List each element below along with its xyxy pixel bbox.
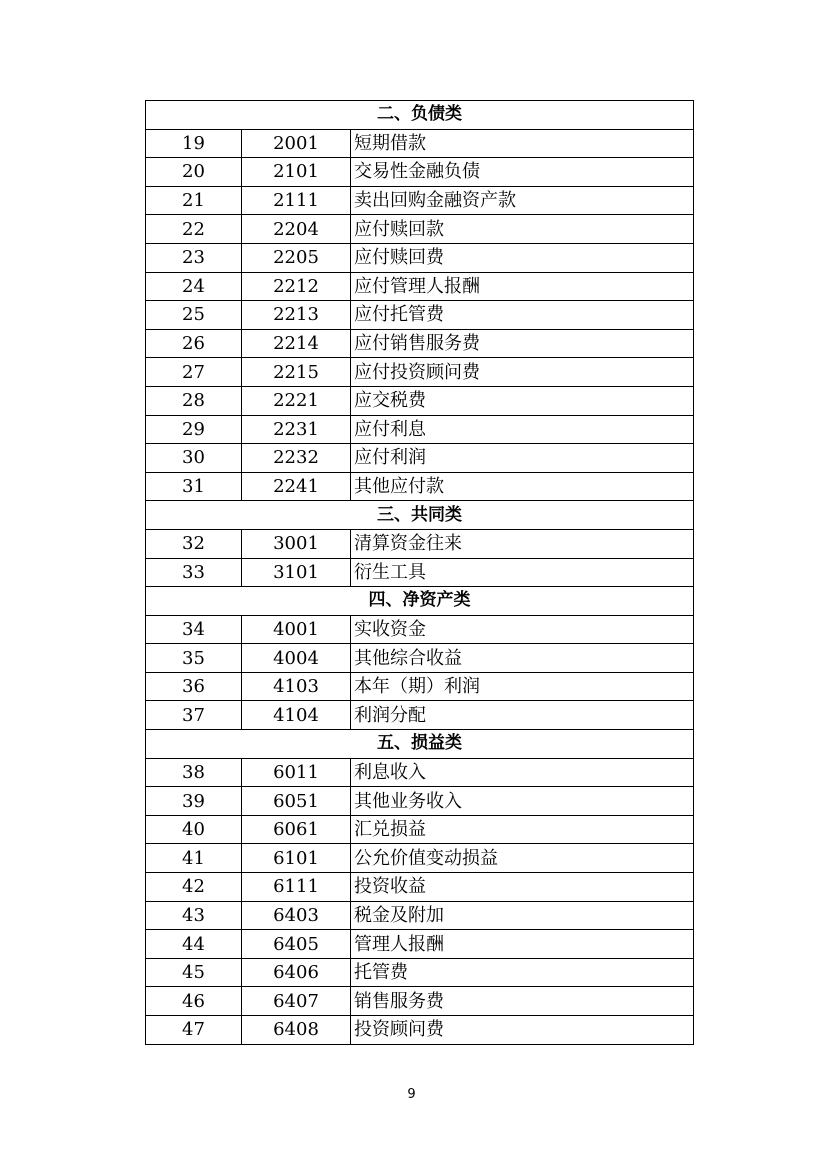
account-name-cell: 清算资金往来 [351, 529, 694, 558]
account-table [145, 100, 694, 1045]
row-number-cell: 23 [146, 243, 242, 272]
account-code-cell: 6051 [242, 787, 351, 816]
row-number-cell: 40 [146, 815, 242, 844]
table-row [146, 758, 694, 787]
account-code-cell: 6111 [242, 873, 351, 902]
account-name-cell: 利润分配 [351, 701, 694, 730]
account-name-cell: 应付托管费 [351, 301, 694, 330]
account-code-cell: 6408 [242, 1016, 351, 1045]
row-number-cell: 46 [146, 987, 242, 1016]
table-row [146, 672, 694, 701]
account-code-cell: 4001 [242, 615, 351, 644]
account-code-cell: 6061 [242, 815, 351, 844]
table-row [146, 644, 694, 673]
account-code-cell: 4103 [242, 672, 351, 701]
table-row [146, 529, 694, 558]
account-name-cell: 本年（期）利润 [351, 672, 694, 701]
table-row [146, 787, 694, 816]
table-row [146, 873, 694, 902]
account-code-cell: 6101 [242, 844, 351, 873]
account-name-cell: 交易性金融负债 [351, 158, 694, 187]
section-header-row [146, 101, 694, 130]
table-row [146, 129, 694, 158]
account-code-cell: 2221 [242, 386, 351, 415]
account-table-body [146, 101, 694, 1045]
account-name-cell: 应付投资顾问费 [351, 358, 694, 387]
account-name-cell: 应付赎回费 [351, 243, 694, 272]
row-number-cell: 47 [146, 1016, 242, 1045]
row-number-cell: 25 [146, 301, 242, 330]
table-row [146, 558, 694, 587]
table-row [146, 472, 694, 501]
account-code-cell: 4104 [242, 701, 351, 730]
account-code-cell: 2205 [242, 243, 351, 272]
row-number-cell: 33 [146, 558, 242, 587]
table-row [146, 186, 694, 215]
section-title: 二、负债类 [146, 101, 694, 130]
table-row [146, 215, 694, 244]
account-code-cell: 6405 [242, 930, 351, 959]
account-name-cell: 汇兑损益 [351, 815, 694, 844]
account-name-cell: 应付管理人报酬 [351, 272, 694, 301]
table-row [146, 987, 694, 1016]
row-number-cell: 32 [146, 529, 242, 558]
account-name-cell: 应付销售服务费 [351, 329, 694, 358]
account-code-cell: 6406 [242, 958, 351, 987]
account-code-cell: 2231 [242, 415, 351, 444]
table-row [146, 958, 694, 987]
account-name-cell: 其他综合收益 [351, 644, 694, 673]
account-name-cell: 实收资金 [351, 615, 694, 644]
table-row [146, 358, 694, 387]
account-code-cell: 2241 [242, 472, 351, 501]
account-name-cell: 销售服务费 [351, 987, 694, 1016]
account-name-cell: 应付赎回款 [351, 215, 694, 244]
account-name-cell: 托管费 [351, 958, 694, 987]
row-number-cell: 27 [146, 358, 242, 387]
section-header-row [146, 730, 694, 759]
row-number-cell: 20 [146, 158, 242, 187]
row-number-cell: 34 [146, 615, 242, 644]
account-code-cell: 6011 [242, 758, 351, 787]
row-number-cell: 28 [146, 386, 242, 415]
account-code-cell: 6403 [242, 901, 351, 930]
account-name-cell: 应付利息 [351, 415, 694, 444]
account-code-cell: 2214 [242, 329, 351, 358]
row-number-cell: 22 [146, 215, 242, 244]
row-number-cell: 44 [146, 930, 242, 959]
row-number-cell: 35 [146, 644, 242, 673]
row-number-cell: 39 [146, 787, 242, 816]
account-code-cell: 2204 [242, 215, 351, 244]
table-row [146, 844, 694, 873]
section-title: 三、共同类 [146, 501, 694, 530]
account-name-cell: 利息收入 [351, 758, 694, 787]
table-row [146, 386, 694, 415]
row-number-cell: 26 [146, 329, 242, 358]
account-name-cell: 衍生工具 [351, 558, 694, 587]
row-number-cell: 45 [146, 958, 242, 987]
row-number-cell: 19 [146, 129, 242, 158]
account-code-cell: 6407 [242, 987, 351, 1016]
account-name-cell: 其他应付款 [351, 472, 694, 501]
table-row [146, 415, 694, 444]
account-code-cell: 2001 [242, 129, 351, 158]
account-name-cell: 投资收益 [351, 873, 694, 902]
account-code-cell: 2101 [242, 158, 351, 187]
account-code-cell: 2215 [242, 358, 351, 387]
row-number-cell: 24 [146, 272, 242, 301]
account-code-cell: 2232 [242, 444, 351, 473]
row-number-cell: 30 [146, 444, 242, 473]
table-row [146, 329, 694, 358]
account-name-cell: 管理人报酬 [351, 930, 694, 959]
row-number-cell: 29 [146, 415, 242, 444]
table-row [146, 815, 694, 844]
table-row [146, 615, 694, 644]
page-number: 9 [407, 1087, 416, 1102]
account-code-cell: 2111 [242, 186, 351, 215]
table-row [146, 1016, 694, 1045]
account-code-cell: 3101 [242, 558, 351, 587]
table-row [146, 158, 694, 187]
row-number-cell: 31 [146, 472, 242, 501]
table-row [146, 901, 694, 930]
table-row [146, 272, 694, 301]
account-name-cell: 税金及附加 [351, 901, 694, 930]
row-number-cell: 42 [146, 873, 242, 902]
section-header-row [146, 587, 694, 616]
table-row [146, 444, 694, 473]
table-row [146, 930, 694, 959]
row-number-cell: 37 [146, 701, 242, 730]
account-name-cell: 投资顾问费 [351, 1016, 694, 1045]
account-code-cell: 2212 [242, 272, 351, 301]
account-name-cell: 公允价值变动损益 [351, 844, 694, 873]
section-title: 五、损益类 [146, 730, 694, 759]
account-name-cell: 应付利润 [351, 444, 694, 473]
account-name-cell: 应交税费 [351, 386, 694, 415]
table-row [146, 243, 694, 272]
row-number-cell: 38 [146, 758, 242, 787]
table-row [146, 701, 694, 730]
row-number-cell: 21 [146, 186, 242, 215]
section-title: 四、净资产类 [146, 587, 694, 616]
row-number-cell: 43 [146, 901, 242, 930]
row-number-cell: 41 [146, 844, 242, 873]
account-name-cell: 卖出回购金融资产款 [351, 186, 694, 215]
row-number-cell: 36 [146, 672, 242, 701]
account-name-cell: 短期借款 [351, 129, 694, 158]
account-name-cell: 其他业务收入 [351, 787, 694, 816]
table-row [146, 301, 694, 330]
account-code-cell: 4004 [242, 644, 351, 673]
account-code-cell: 3001 [242, 529, 351, 558]
section-header-row [146, 501, 694, 530]
account-code-cell: 2213 [242, 301, 351, 330]
